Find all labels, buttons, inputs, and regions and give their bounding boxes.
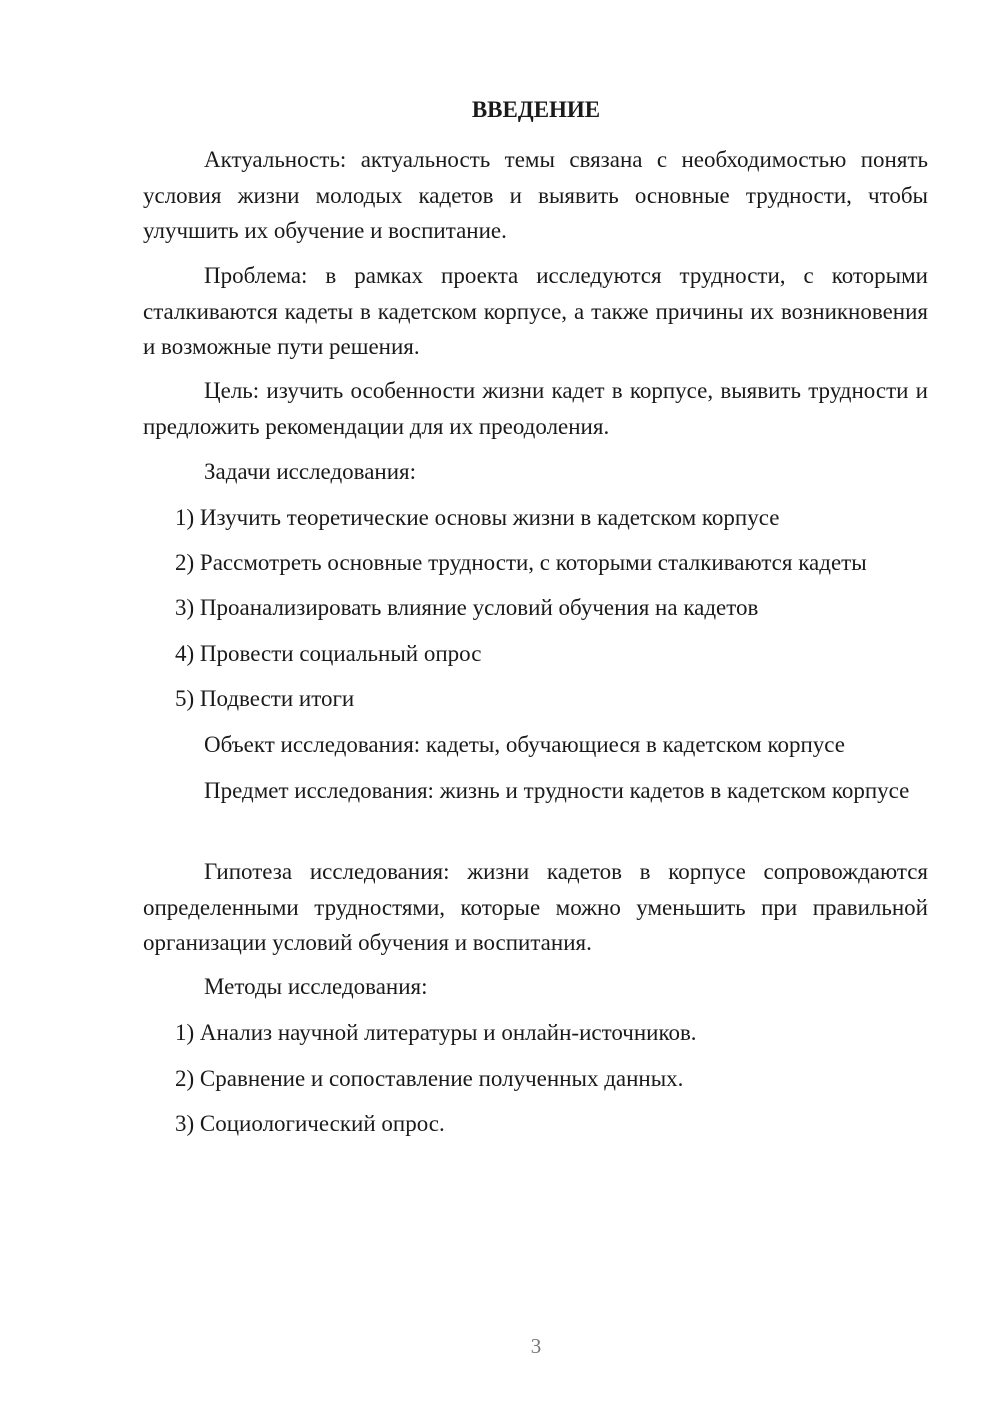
- goal-paragraph: Цель: изучить особенности жизни кадет в корпусе, выявить трудности и предложить рекомендации для их преодоления.: [143, 378, 928, 439]
- object-paragraph: Объект исследования: кадеты, обучающиеся в кадетском корпусе: [204, 732, 845, 757]
- methods-heading: Методы исследования:: [204, 974, 428, 999]
- task-item-5: 5) Подвести итоги: [175, 686, 355, 711]
- task-item-1: 1) Изучить теоретические основы жизни в кадетском корпусе: [175, 505, 780, 530]
- task-item-2: 2) Рассмотреть основные трудности, с которыми сталкиваются кадеты: [175, 550, 867, 575]
- tasks-heading: Задачи исследования:: [204, 459, 417, 484]
- hypothesis-paragraph: Гипотеза исследования: жизни кадетов в корпусе сопровождаются определенными трудностями, которые можно уменьшить при правильной организации условий обучения и воспитания.: [143, 859, 928, 955]
- section-title: ВВЕДЕНИЕ: [471, 97, 601, 122]
- task-item-3: 3) Проанализировать влияние условий обучения на кадетов: [175, 595, 759, 620]
- method-item-1: 1) Анализ научной литературы и онлайн-источников.: [175, 1020, 697, 1045]
- method-item-2: 2) Сравнение и сопоставление полученных данных.: [175, 1066, 684, 1091]
- actuality-paragraph: Актуальность: актуальность темы связана с необходимостью понять условия жизни молодых кадетов и выявить основные трудности, чтобы улучшить их обучение и воспитание.: [143, 147, 928, 243]
- problem-paragraph: Проблема: в рамках проекта исследуются трудности, с которыми сталкиваются кадеты в кадетском корпусе, а также причины их возникновения и возможные пути решения.: [143, 263, 928, 359]
- method-item-3: 3) Социологический опрос.: [175, 1111, 445, 1136]
- page-number: 3: [530, 1334, 542, 1358]
- task-item-4: 4) Провести социальный опрос: [175, 641, 482, 666]
- subject-paragraph: Предмет исследования: жизнь и трудности кадетов в кадетском корпусе: [204, 778, 910, 803]
